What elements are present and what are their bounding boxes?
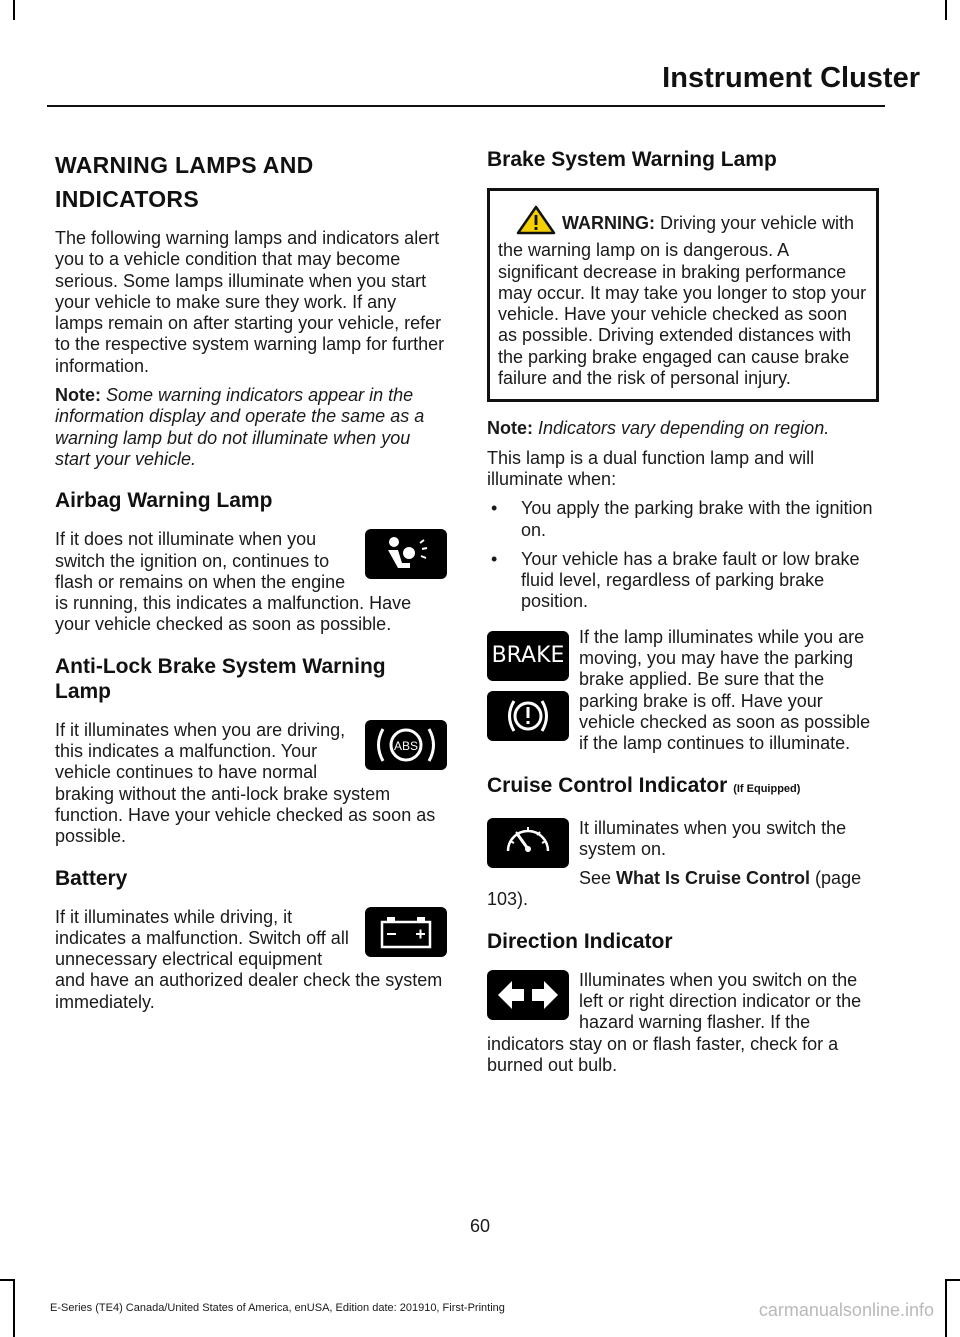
intro-paragraph: The following warning lamps and indicators alert you to a vehicle condition that may become serious. Some lamps illuminate when you start your vehicle to make sure they work. If any lamps remain on after starting your vehicle, refer to the respective system warning lamp for further information. (55, 228, 445, 376)
crop-mark-br (945, 1279, 960, 1281)
warning-triangle-icon (516, 205, 556, 240)
bullet-mark: • (491, 548, 498, 569)
battery-heading: Battery (55, 866, 128, 890)
bullet-text: Your vehicle has a brake fault or low brake fluid level, regardless of parking brake position. (521, 548, 860, 612)
abs-warning-icon (365, 720, 447, 770)
cruise-heading (487, 773, 879, 802)
watermark: carmanualsonline.info (758, 1300, 934, 1320)
brake-note-text: Indicators vary depending on region. (538, 418, 830, 439)
dual-intro: This lamp is a dual function lamp and will illuminate when: (487, 447, 815, 489)
brake-text-icon (487, 631, 569, 681)
page-title: Instrument Cluster (662, 62, 920, 94)
section-heading-line1: WARNING LAMPS AND (55, 152, 314, 178)
list-item (487, 549, 879, 613)
edition-line: E-Series (TE4) Canada/United States of America, enUSA, Edition date: 201910, First-Printing (50, 1302, 505, 1314)
battery-section (55, 866, 447, 1013)
bullet-mark: • (491, 498, 498, 519)
cruise-control-icon (487, 818, 569, 868)
cruise-see-link[interactable]: What Is Cruise Control (616, 868, 811, 889)
airbag-section (55, 488, 447, 635)
airbag-heading: Airbag Warning Lamp (55, 489, 273, 513)
airbag-warning-icon (365, 529, 447, 579)
brake-warning-paragraph (498, 205, 868, 389)
abs-icon-text: ABS (393, 738, 419, 753)
cruise-see (487, 868, 879, 911)
brake-icons (487, 631, 569, 741)
cruise-section (487, 773, 879, 911)
direction-heading: Direction Indicator (487, 929, 673, 953)
warning-text: Driving your vehicle with the warning lamp on is dangerous. A significant decrease in braking performance may occur. It may take you longer to stop your vehicle. Have your vehicle checked as soon as possible. Driving extended distances with the parking brake engaged can cause brake failure and the risk of personal injury. (498, 213, 867, 389)
crop-mark-tr (945, 0, 947, 20)
brake-icon-label: BRAKE (491, 643, 565, 669)
abs-heading: Anti-Lock Brake System Warning Lamp (55, 654, 386, 703)
section-heading (55, 148, 447, 216)
cruise-heading-text: Cruise Control Indicator (487, 773, 728, 797)
cruise-see-suffix: (page 103). (487, 868, 862, 910)
list-item (487, 498, 879, 541)
header-rule (47, 105, 885, 107)
brake-note (487, 418, 879, 439)
brake-symbol-icon (487, 691, 569, 741)
crop-mark-bl-v (13, 1279, 15, 1337)
brake-warning-box (487, 188, 879, 402)
page-number: 60 (469, 1216, 491, 1236)
brake-note-label: Note: (487, 418, 533, 439)
warning-label: WARNING: (562, 213, 655, 233)
battery-warning-icon (365, 907, 447, 957)
abs-section (55, 654, 447, 848)
brake-heading: Brake System Warning Lamp (487, 148, 777, 171)
crop-mark-br-v (945, 1279, 947, 1337)
note-label: Note: (55, 385, 101, 406)
crop-mark-tl (13, 0, 15, 20)
airbag-text: If it does not illuminate when you switch the ignition on, continues to flash or remains on when the engine is running, this indicates a malfunction. Have your vehicle checked as soon as possible. (55, 529, 412, 635)
brake-moving-text: If the lamp illuminates while you are moving, you may have the parking brake applied. Be sure that the parking brake is off. Have your vehicle checked as soon as possible if the lamp continues to illuminate. (579, 626, 871, 754)
direction-indicator-icon (487, 970, 569, 1020)
direction-section (487, 929, 879, 1076)
cruise-heading-small: (If Equipped) (733, 782, 801, 795)
abs-text: If it illuminates when you are driving, this indicates a malfunction. Your vehicle continues to have normal braking without the anti-lock brake system function. Have your vehicle checked as soon as possible. (55, 719, 436, 847)
bullet-text: You apply the parking brake with the ignition on. (521, 498, 873, 540)
cruise-text: It illuminates when you switch the system on. (579, 817, 847, 859)
note-text: Some warning indicators appear in the information display and operate the same as a warning lamp but do not illuminate when you start your vehicle. (55, 385, 425, 469)
direction-text: Illuminates when you switch on the left or right direction indicator or the hazard warning flasher. If the indicators stay on or flash faster, check for a burned out bulb. (487, 969, 862, 1075)
battery-text: If it illuminates while driving, it indicates a malfunction. Switch off all unnecessary electrical equipment and have an authorized dealer check the system immediately. (55, 906, 443, 1012)
right-column (487, 147, 879, 1084)
left-column (55, 148, 447, 1021)
note-paragraph (55, 385, 447, 470)
section-heading-line2: INDICATORS (55, 186, 199, 212)
cruise-see-prefix: See (579, 868, 617, 889)
